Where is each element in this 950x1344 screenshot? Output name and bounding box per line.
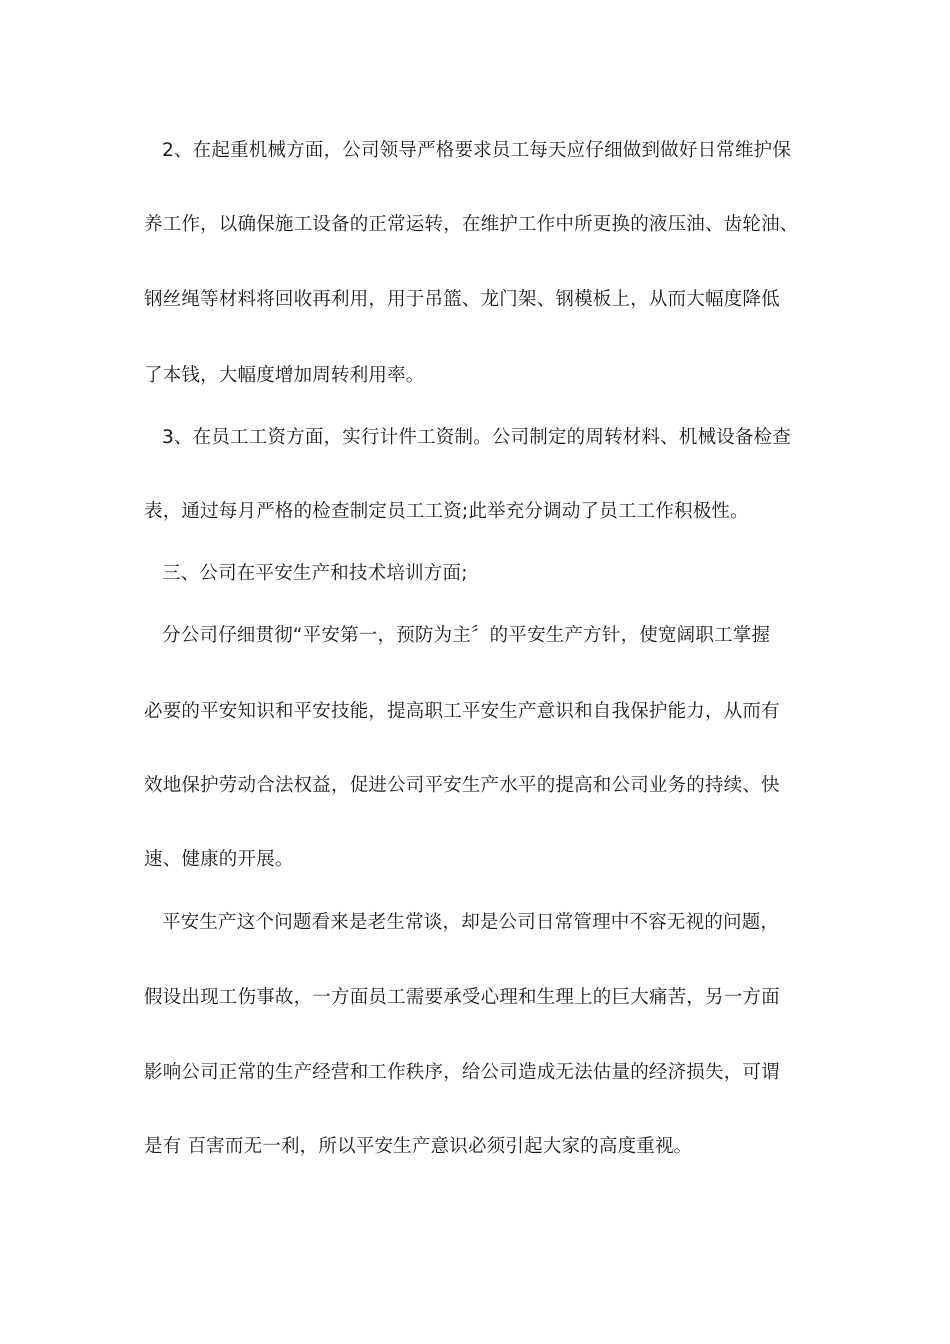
text-line: 影响公司正常的生产经营和工作秩序，给公司造成无法估量的经济损失，可谓 (144, 1062, 780, 1083)
text-line: 是有 百害而无一利，所以平安生产意识必须引起大家的高度重视。 (144, 1136, 693, 1157)
text-line: 了本钱，大幅度增加周转利用率。 (144, 365, 425, 386)
text-line: 养工作，以确保施工设备的正常运转，在维护工作中所更换的液压油、齿轮油、 (144, 214, 799, 235)
text-line: 假设出现工伤事故，一方面员工需要承受心理和生理上的巨大痛苦，另一方面 (144, 987, 780, 1008)
text-line: 效地保护劳动合法权益，促进公司平安生产水平的提高和公司业务的持续、快 (144, 775, 780, 796)
section-heading: 三、公司在平安生产和技术培训方面; (162, 563, 468, 584)
text-line: 平安生产这个问题看来是老生常谈，却是公司日常管理中不容无视的问题， (162, 912, 780, 933)
text-line: 表，通过每月严格的检查制定员工工资;此举充分调动了员工工作积极性。 (144, 501, 749, 522)
text-line: 3、在员工工资方面，实行计件工资制。公司制定的周转材料、机械设备检查 (162, 427, 792, 448)
text-line: 分公司仔细贯彻“平安第一，预防为主〞的平安生产方针，使宽阔职工掌握 (162, 625, 771, 646)
text-line: 钢丝绳等材料将回收再利用，用于吊篮、龙门架、钢模板上，从而大幅度降低 (144, 289, 780, 310)
text-line: 必要的平安知识和平安技能，提高职工平安生产意识和自我保护能力，从而有 (144, 701, 780, 722)
text-line: 速、健康的开展。 (144, 849, 294, 870)
text-line: 2、在起重机械方面，公司领导严格要求员工每天应仔细做到做好日常维护保 (162, 140, 792, 161)
